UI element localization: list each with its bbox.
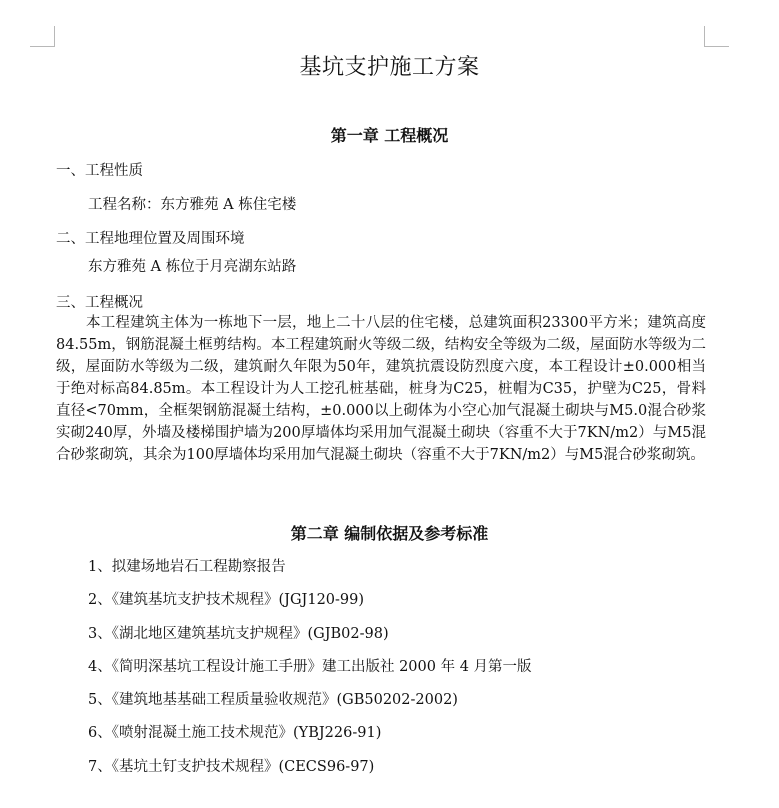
- section-3-heading: 三、工程概况: [56, 295, 143, 311]
- reference-list: [88, 556, 532, 789]
- reference-item: 5、《建筑地基基础工程质量验收规范》(GB50202-2002): [88, 692, 458, 709]
- chapter-1-heading: 第一章 工程概况: [330, 126, 449, 145]
- reference-item: 6、《喷射混凝土施工技术规范》(YBJ226-91): [88, 725, 382, 742]
- reference-item: 7、《基坑土钉支护技术规程》(CECS96-97): [88, 758, 375, 775]
- section-1-heading: 一、工程性质: [56, 163, 143, 179]
- section-3-paragraph: 本工程建筑主体为一栋地下一层，地上二十八层的住宅楼，总建筑面积23300平方米；建筑高度84.55m，钢筋混凝土框剪结构。本工程建筑耐火等级二级，结构安全等级为二级，屋面防水等级为二级，屋面防水等级为二级，建筑耐久年限为50年，建筑抗震设防烈度六度，本工程设计±0.000相当于绝对标高84.85m。本工程设计为人工挖孔桩基础，桩身为C25，桩帽为C35，护壁为C25，骨料直径<70mm，全框架钢筋混凝土结构，±0.000以上砌体为小空心加气混凝土砌块与M5.0混合砂浆实砌240厚，外墙及楼梯围护墙为200厚墙体均采用加气混凝土砌块（容重不大于7KN/m2）与M5混合砂浆砌筑，其余为100厚墙体均采用加气混凝土砌块（容重不大于7KN/m2）与M5混合砂浆砌筑。: [56, 315, 706, 463]
- section-2-heading: 二、工程地理位置及周围环境: [56, 231, 245, 247]
- reference-item: 2、《建筑基坑支护技术规程》(JGJ120-99): [88, 592, 365, 609]
- reference-item: 3、《湖北地区建筑基坑支护规程》(GJB02-98): [88, 625, 389, 642]
- document-title: 基坑支护施工方案: [299, 55, 480, 80]
- reference-item: 1、拟建场地岩石工程勘察报告: [88, 559, 286, 575]
- crop-mark-top-left: [30, 26, 55, 47]
- reference-item: 4、《简明深基坑工程设计施工手册》建工出版社 2000 年 4 月第一版: [88, 658, 532, 675]
- chapter-2-heading: 第二章 编制依据及参考标准: [290, 524, 489, 543]
- section-1-text: 工程名称：东方雅苑 A 栋住宅楼: [88, 197, 297, 213]
- crop-mark-top-right: [704, 26, 729, 47]
- section-2-text: 东方雅苑 A 栋位于月亮湖东站路: [88, 259, 297, 275]
